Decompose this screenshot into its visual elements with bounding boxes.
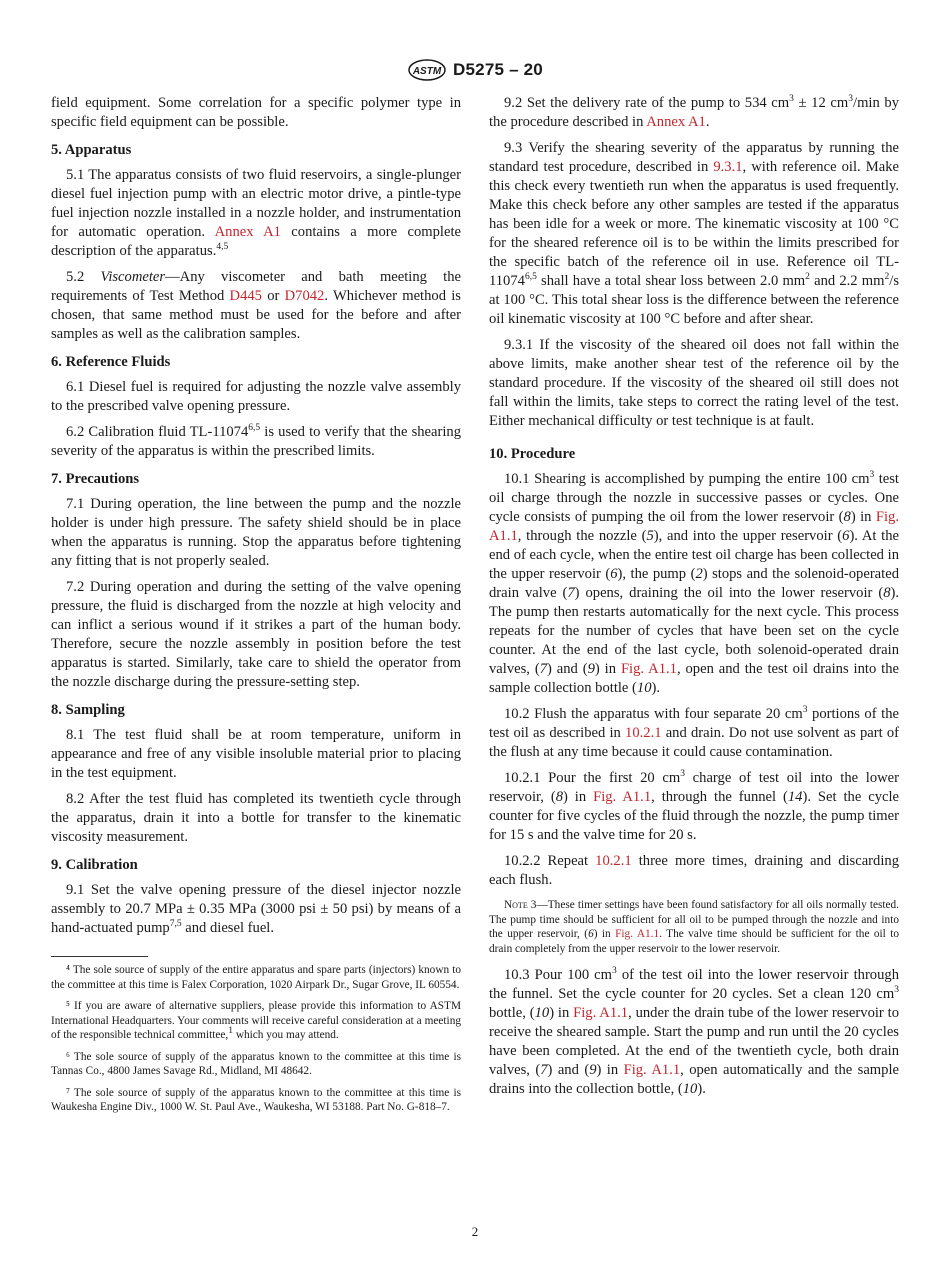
footnote-5: ⁵ If you are aware of alternative suppliers, please provide this information to ASTM International Headquarters. Your comments will receive careful consideration at a meeting of the responsible technical committee,$^1$ which you may attend. <box>51 1000 461 1041</box>
d445-link[interactable]: D445 <box>229 288 262 304</box>
para-9-2: 9.2 Set the delivery rate of the pump to 534 $cm^3 \pm 12$ $cm^3/\min$ by the procedure described in Annex A1. <box>489 94 900 130</box>
fig-a1-1-link[interactable]: Fig. A1.1 <box>615 928 660 940</box>
note-3: Note 3—These timer settings have been found satisfactory for all oils normally tested. The pump time should be sufficient for all oil to be pumped through the nozzle and into the upper reservoir, (6) in Fig. A1.1. The valve time should be sufficient for the oil to drain completely from the upper reservoir to the lower reservoir. <box>489 899 900 955</box>
section-7-title: 7. Precautions <box>51 471 140 487</box>
svg-text:ASTM: ASTM <box>412 66 442 77</box>
section-9-title: 9. Calibration <box>51 857 138 873</box>
footnote-divider <box>51 956 148 957</box>
para-10-2: 10.2 Flush the apparatus with four separate 20 $cm^3$ portions of the test oil as described in 10.2.1 and drain. Do not use solvent as part of the flush at any time because it could cause contamination. <box>489 705 899 760</box>
intro-text: field equipment. Some correlation for a specific polymer type in specific field equipment can be possible. <box>51 95 461 130</box>
page-number: 2 <box>471 1224 479 1239</box>
para-10-1: 10.1 Shearing is accomplished by pumping the entire 100 $cm^3$ test oil charge through the nozzle in successive passes or cycles. One cycle consists of pumping the oil from the lower reservoir (8) in Fig. A1.1, through the nozzle (5), and into the upper reservoir (6). At the end of each cycle, when the entire test oil charge has been collected in the upper reservoir (6), the pump (2) stops and the solenoid-operated drain valve (7) opens, draining the oil into the lower reservoir (8). The pump then restarts automatically for the next cycle. This process repeats for the number of cycles that have been set on the cycle counter. At the end of the last cycle, both solenoid-operated drain valves, (7) and (9) in Fig. A1.1, open and the test oil drains into the sample collection bottle (10). <box>489 470 900 696</box>
footnote-7: ⁷ The sole source of supply of the apparatus known to the committee at this time is Waukesha Engine Div., 1000 W. St. Paul Ave., Waukesha, WI 53188. Part No. G-818–7. <box>51 1086 461 1113</box>
para-8-2: 8.2 After the test fluid has completed its twentieth cycle through the apparatus, drain it into a bottle for transfer to the kinematic viscosity measurement. <box>51 791 461 845</box>
section-6-title: 6. Reference Fluids <box>51 354 171 370</box>
fig-a1-1-link[interactable]: Fig. A1.1 <box>489 509 900 544</box>
section-5-title: 5. Apparatus <box>51 142 132 158</box>
footnote-4: ⁴ The sole source of supply of the entire apparatus and spare parts (injectors) known to the committee at this time is Falex Corporation, 1020 Airpark Dr., Sugar Grove, IL 60554. <box>51 964 461 991</box>
section-10-title: 10. Procedure <box>489 446 576 462</box>
section-10-2-1-link[interactable]: 10.2.1 <box>625 725 662 741</box>
para-10-3: 10.3 Pour 100 $cm^3$ of the test oil into the lower reservoir through the funnel. Set the cycle counter for 20 cycles. Set a clean 120 $cm^3$ bottle, (10) in Fig. A1.1, under the drain tube of the lower reservoir to receive the sheared sample. Start the pump and run until the 20 cycles have been completed. At the end of the twentieth cycle, both drain valves, (7) and (9) in Fig. A1.1, open automatically and the sample drains into the collection bottle, (10). <box>489 966 899 1097</box>
fig-a1-1-link[interactable]: Fig. A1.1 <box>593 789 652 805</box>
astm-logo-icon <box>407 58 447 82</box>
document-id: D5275 – 20 <box>453 60 543 79</box>
section-9-3-1-link[interactable]: 9.3.1 <box>713 159 743 175</box>
para-9-3-1: 9.3.1 If the viscosity of the sheared oil does not fall within the above limits, make another shear test of the reference oil by the standard procedure. If the viscosity of the sheared oil still does not fall within the limits, take steps to correct the rating level of the test. Either mechanical difficulty or test technique is at fault. <box>489 337 899 429</box>
page-header <box>0 58 950 82</box>
para-10-2-1: 10.2.1 Pour the first 20 $cm^3$ charge of test oil into the lower reservoir, (8) in Fig. A1.1, through the funnel (14). Set the cycle counter for five cycles of the fluid through the nozzle, the pump timer for 15 s and the valve time for 20 s. <box>489 769 900 843</box>
fig-a1-1-link[interactable]: Fig. A1.1 <box>573 1005 629 1021</box>
fig-a1-1-link[interactable]: Fig. A1.1 <box>620 661 677 677</box>
para-6-1: 6.1 Diesel fuel is required for adjusting the nozzle valve assembly to the prescribed valve opening pressure. <box>51 379 461 414</box>
footnote-6: ⁶ The sole source of supply of the apparatus known to the committee at this time is Tannas Co., 4800 James Savage Rd., Midland, MI 48642. <box>51 1050 461 1077</box>
fig-a1-1-link[interactable]: Fig. A1.1 <box>623 1062 681 1078</box>
section-8-title: 8. Sampling <box>51 702 125 718</box>
left-column <box>51 94 461 1122</box>
para-10-2-2: 10.2.2 Repeat 10.2.1 three more times, draining and discarding each flush. <box>489 853 899 888</box>
section-10-2-1-link[interactable]: 10.2.1 <box>595 853 632 869</box>
para-9-1: 9.1 Set the valve opening pressure of the diesel injector nozzle assembly to 20.7 MPa ± 0.35 MPa (3000 psi ± 50 psi) by means of a hand-actuated pump$^{7,5}$ and diesel fuel. <box>51 882 461 936</box>
annex-a1-link[interactable]: Annex A1 <box>646 114 706 130</box>
right-column <box>489 94 899 1106</box>
para-9-3: 9.3 Verify the shearing severity of the apparatus by running the standard test procedure, described in 9.3.1, with reference oil. Make this check every twentieth run when the apparatus is used frequently. Make this check before any other samples are tested if the apparatus has been idle for a week or more. The kinematic viscosity at 100 °C for the sheared reference oil is to be within the limits prescribed for the specific batch of the reference oil in use. Reference oil TL-11074$^{6,5}$ shall have a total shear loss between 2.0 $mm^2$ and 2.2 $mm^2/s$ at 100 °C. This total shear loss is the difference between the reference oil kinematic viscosity at 100 °C before and after shear. <box>489 140 899 327</box>
para-6-2: 6.2 Calibration fluid TL-11074$^{6,5}$ is used to verify that the shearing severity of the apparatus is within the prescribed limits. <box>51 423 462 459</box>
para-7-1: 7.1 During operation, the line between the pump and the nozzle holder is under high pressure. The safety shield should be in place when the apparatus is running. Stop the apparatus before tightening any fitting that is not properly sealed. <box>51 496 461 569</box>
para-5-2: 5.2 Viscometer—Any viscometer and bath meeting the requirements of Test Method D445 or D7042. Whichever method is chosen, that same method must be used for the before and after samples as well as the calibration samples. <box>51 269 462 342</box>
para-7-2: 7.2 During operation and during the setting of the valve opening pressure, the fluid is discharged from the nozzle at high velocity and can inflict a serious wound if it strikes a part of the human body. Therefore, secure the nozzle assembly in position before the test apparatus is started. Similarly, take care to shield the operator from the nozzle discharge during the pressure-setting step. <box>51 579 461 690</box>
para-5-1: 5.1 The apparatus consists of two fluid reservoirs, a single-plunger diesel fuel injection pump with an electric motor drive, a pintle-type fuel injection nozzle installed in a nozzle holder, and instrumentation for automatic operation. Annex A1 contains a more complete description of the apparatus.$^{4,5}$ <box>51 167 461 259</box>
annex-a1-link[interactable]: Annex A1 <box>214 224 281 240</box>
d7042-link[interactable]: D7042 <box>284 288 325 304</box>
para-8-1: 8.1 The test fluid shall be at room temperature, uniform in appearance and free of any visible insoluble material prior to placing in the test equipment. <box>51 727 461 781</box>
